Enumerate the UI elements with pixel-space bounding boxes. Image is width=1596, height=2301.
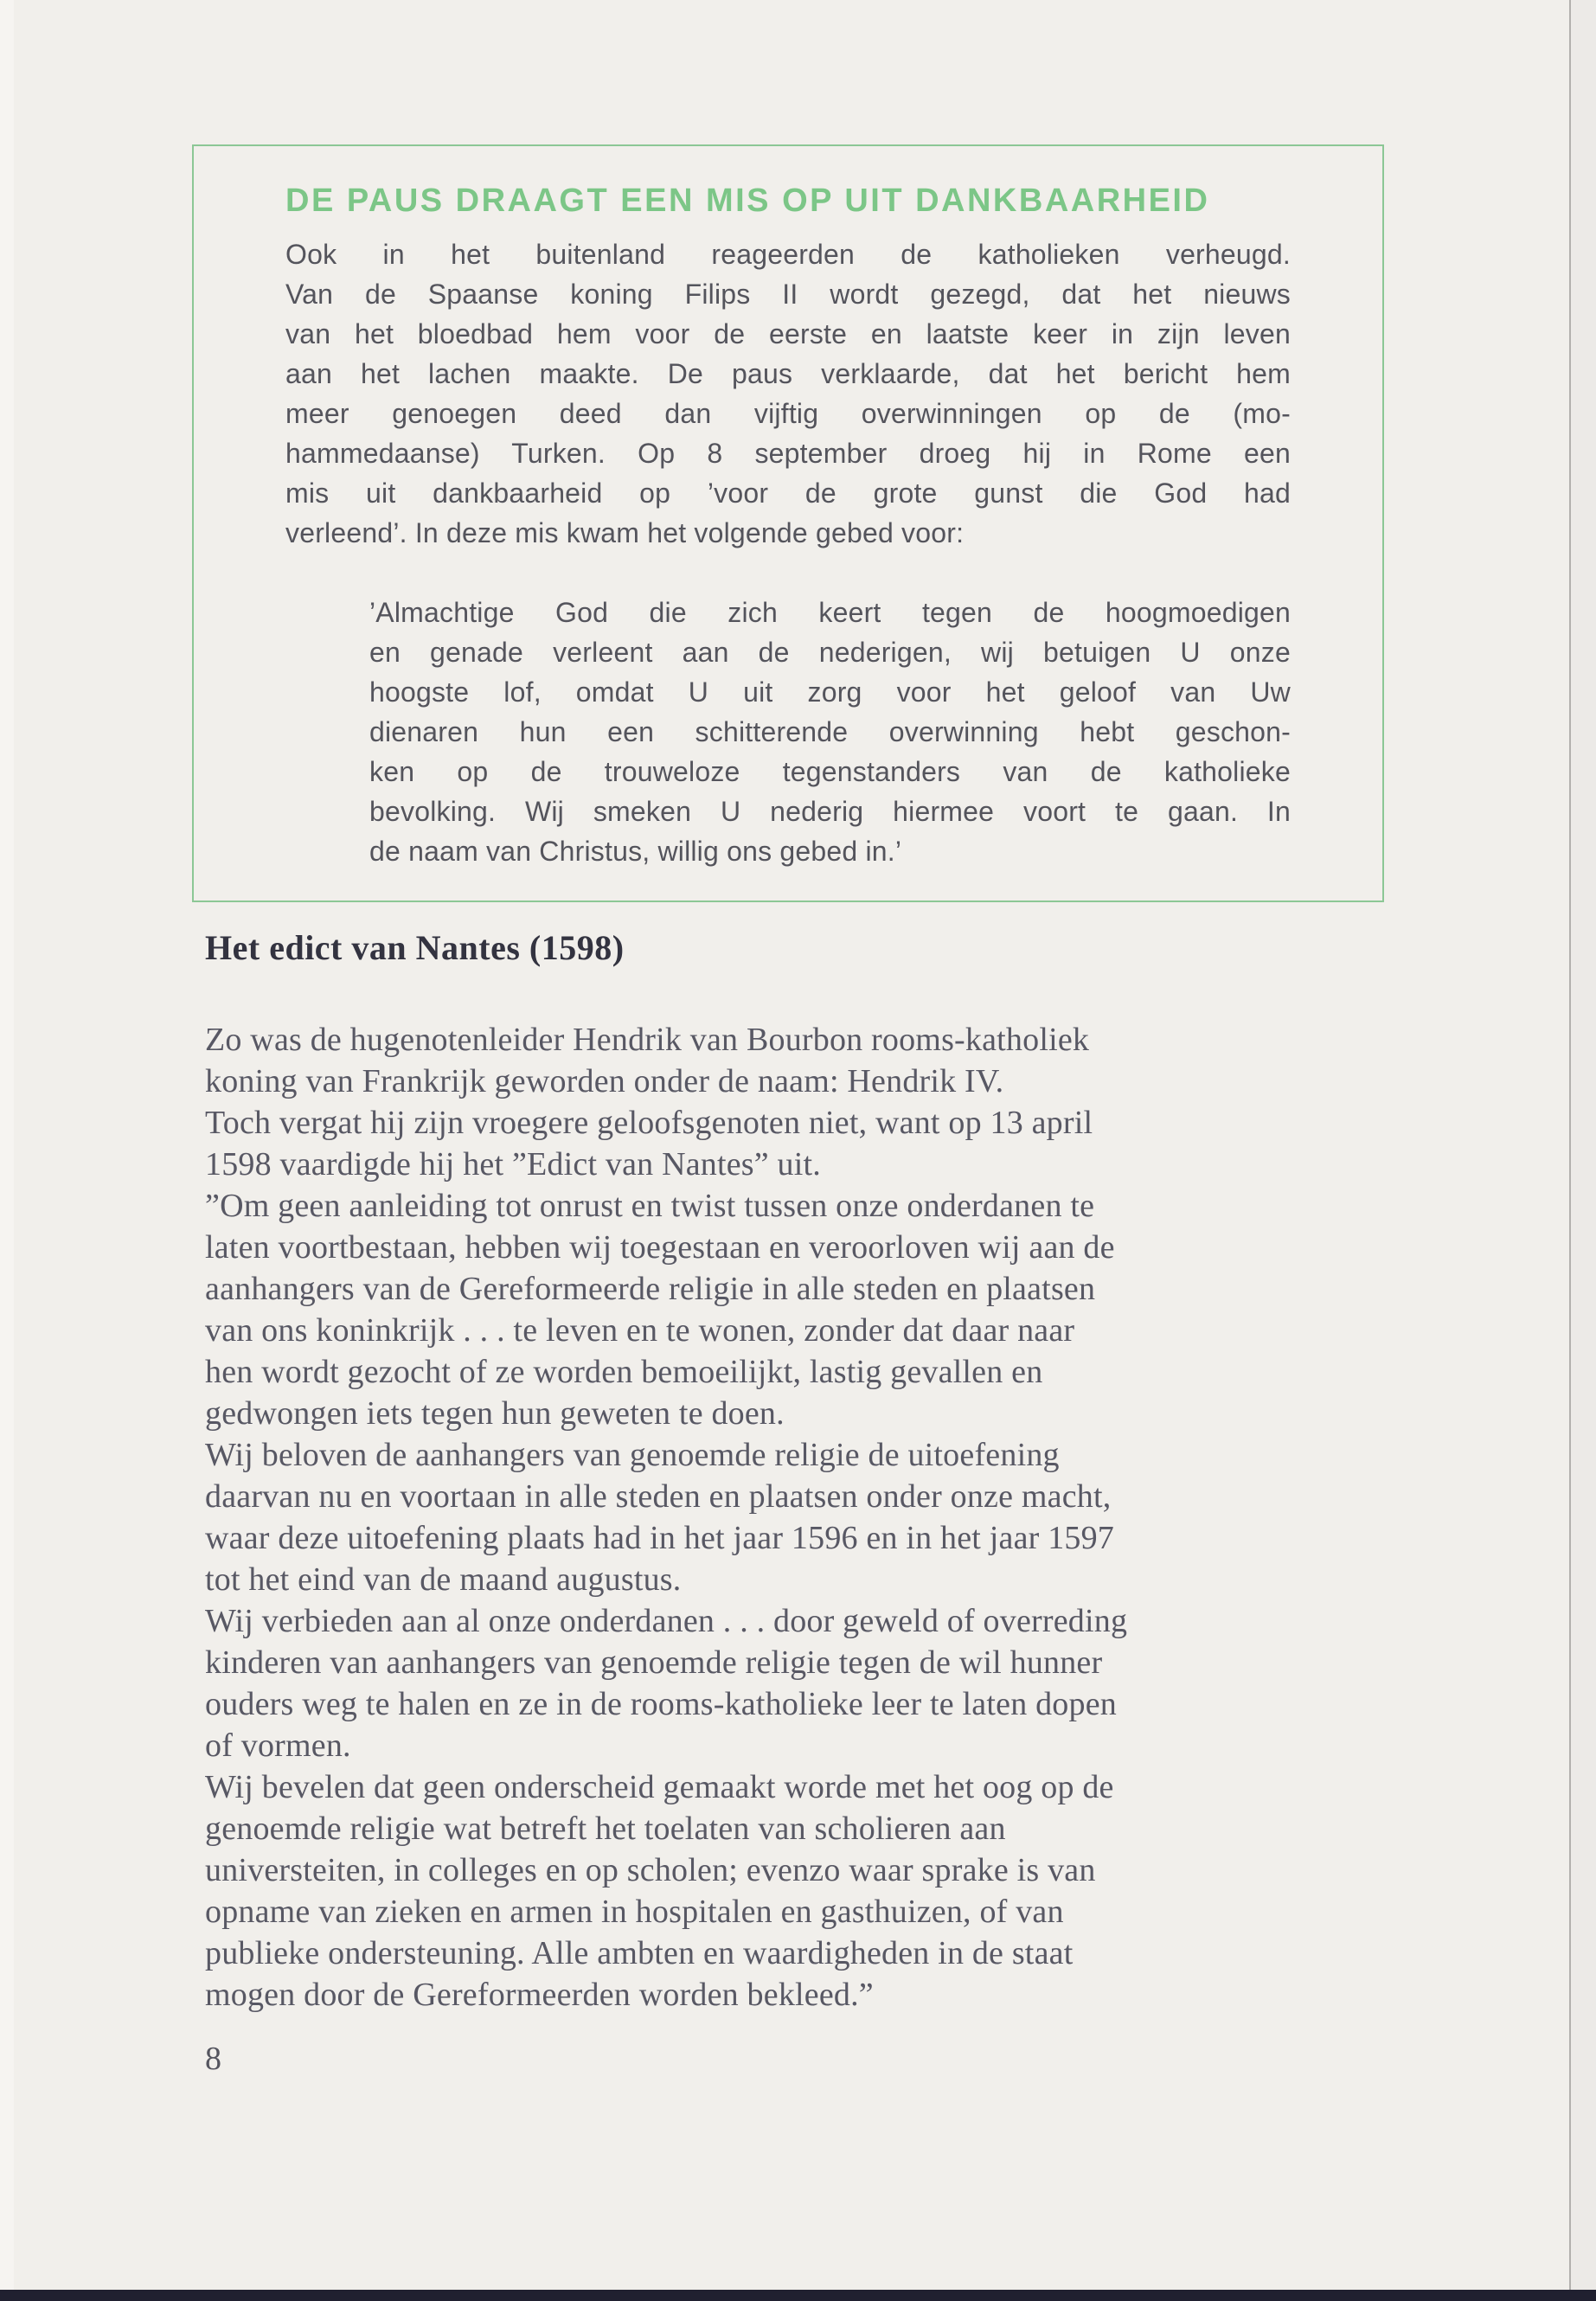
page-number: 8 [205,2041,221,2077]
scan-page-edge [1569,0,1596,2301]
scan-bottom-band [0,2290,1596,2301]
paragraph-3: ”Om geen aanleiding tot onrust en twist tussen onze onderdanen te laten voortbestaan, hebben wij toegestaan en veroorloven wij aan de aanhangers van de Gereformeerde religie in alle steden en plaatsen van ons koninkrijk . . . te leven en te wonen, zonder dat daar naar hen wordt gezocht of ze worden bemoeilijkt, lastig gevallen en gedwongen iets tegen hun geweten te doen. [205,1188,1115,1432]
paragraph-5: Wij verbieden aan al onze onderdanen . . . door geweld of overreding kinderen van aanhangers van genoemde religie tegen de wil hunner ouders weg te halen en ze in de rooms-katholieke leer te laten dopen of vormen. [205,1603,1128,1764]
paragraph-1: Zo was de hugenotenleider Hendrik van Bourbon rooms-katholiek koning van Frankrijk geworden onder de naam: Hendrik IV. [205,1022,1090,1099]
callout-prayer-quote: ’Almachtige God die zich keert tegen de hoogmoedigen en genade verleent aan de nederigen, wij betuigen U onze hoogste lof, omdat U uit zorg voor het geloof van Uw dienaren hun een schitterende overwinning hebt geschon- ken op de trouweloze tegenstanders van de katholieke bevolking. Wij smeken U nederig hiermee voort te gaan. In de naam van Christus, willig ons gebed in.’ [369,597,1291,867]
section-heading: Het edict van Nantes (1598) [205,928,625,967]
callout-box-title: DE PAUS DRAAGT EEN MIS OP UIT DANKBAARHEID [285,183,1210,219]
paragraph-2: Toch vergat hij zijn vroegere geloofsgenoten niet, want op 13 april 1598 vaardigde hij het ”Edict van Nantes” uit. [205,1105,1093,1183]
main-text-column [205,927,1494,2080]
scan-left-edge [0,0,14,2301]
paragraph-4: Wij beloven de aanhangers van genoemde religie de uitoefening daarvan nu en voortaan in alle steden en plaatsen onder onze macht, waar deze uitoefening plaats had in het jaar 1596 en in het jaar 1597 tot het eind van de maand augustus. [205,1437,1115,1598]
paragraph-6: Wij bevelen dat geen onderscheid gemaakt worde met het oog op de genoemde religie wat betreft het toelaten van scholieren aan universteiten, in colleges en op scholen; evenzo waar sprake is van opname van zieken en armen in hospitalen en gasthuizen, of van publieke ondersteuning. Alle ambten en waardigheden in de staat mogen door de Gereformeerden worden bekleed.” [205,1769,1114,2013]
callout-intro-paragraph: Ook in het buitenland reageerden de katholieken verheugd. Van de Spaanse koning Filips II wordt gezegd, dat het nieuws van het bloedbad hem voor de eerste en laatste keer in zijn leven aan het lachen maakte. De paus verklaarde, dat het bericht hem meer genoegen deed dan vijftig overwinningen op de (mo- hammedaanse) Turken. Op 8 september droeg hij in Rome een mis uit dankbaarheid op ’voor de grote gunst die God had verleend’. In deze mis kwam het volgende gebed voor: [285,239,1291,548]
callout-box [192,144,1384,902]
